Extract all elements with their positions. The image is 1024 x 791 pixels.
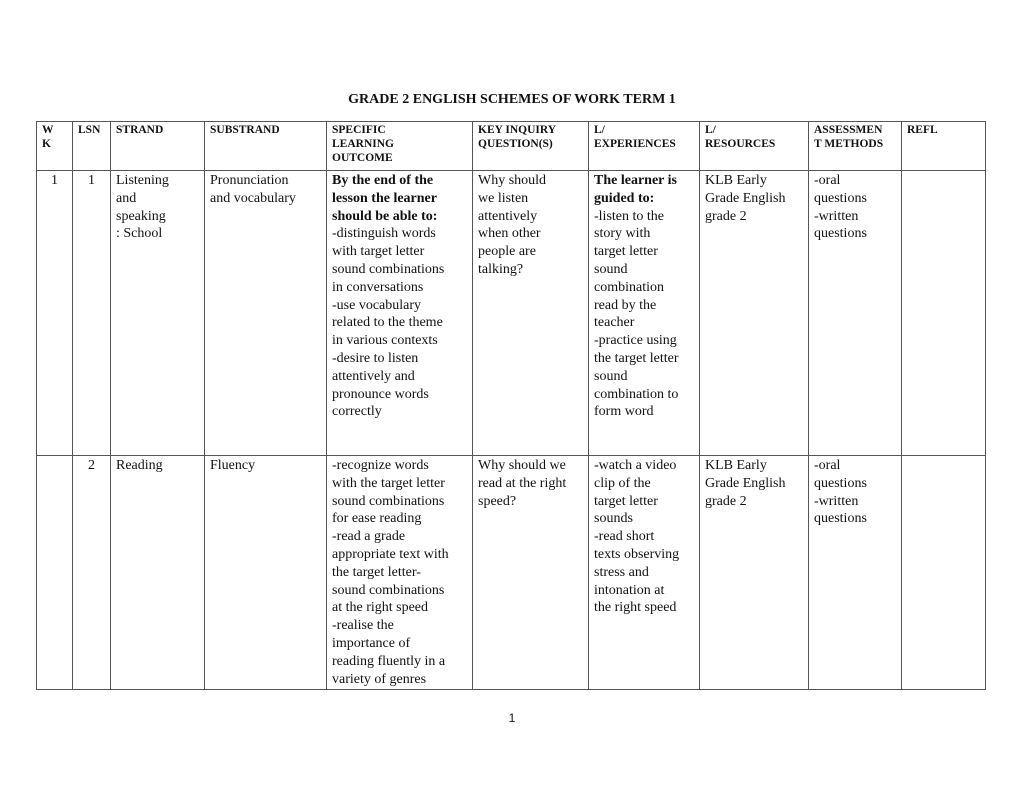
cell-refl (902, 171, 986, 456)
text-line: questions (814, 511, 867, 527)
text-line: : School (116, 226, 163, 242)
cell-experiences (589, 456, 700, 690)
table-row (37, 171, 986, 456)
text-line: KLB Early (705, 458, 767, 473)
text-line: By the end of the (332, 173, 434, 188)
header-key-inquiry (473, 122, 589, 171)
text-line: -desire to listen (332, 350, 419, 366)
text-line: target letter (594, 493, 658, 509)
text-line: sound (594, 368, 628, 384)
text-line: W (42, 124, 54, 136)
text-line: KEY INQUIRY (478, 124, 557, 136)
text-line: guided to: (594, 190, 655, 206)
text-line: at the right speed (332, 600, 429, 616)
outcome-intro (332, 172, 467, 225)
header-strand: STRAND (111, 122, 205, 171)
text-line: LEARNING (332, 138, 394, 150)
text-line: RESOURCES (705, 138, 776, 150)
text-line: sound combinations (332, 261, 445, 277)
text-line: Reading (116, 458, 163, 473)
text-line: -listen to the (594, 208, 664, 224)
cell-resources (700, 171, 809, 456)
text-line: the target letter- (332, 564, 421, 580)
text-line: -oral (814, 173, 841, 188)
text-line: QUESTION(S) (478, 138, 553, 150)
header-substrand: SUBSTRAND (205, 122, 327, 171)
text-line: questions (814, 190, 867, 206)
text-line: ASSESSMEN (814, 124, 883, 136)
text-line: with target letter (332, 244, 425, 260)
text-line: combination (594, 279, 664, 295)
text-line: related to the theme (332, 315, 443, 331)
cell-assessment (809, 456, 902, 690)
text-line: when other (478, 226, 541, 242)
cell-learning-outcome (327, 456, 473, 690)
cell-strand (111, 456, 205, 690)
cell-substrand (205, 456, 327, 690)
text-line: lesson the learner (332, 190, 437, 206)
text-line: questions (814, 475, 867, 491)
page-number: 1 (508, 711, 516, 725)
experiences-list (594, 457, 694, 617)
text-line: -read a grade (332, 529, 406, 545)
outcome-list (332, 225, 467, 421)
text-line: people are (478, 244, 536, 260)
text-line: KLB Early (705, 173, 767, 188)
text-line: -use vocabulary (332, 297, 422, 313)
text-line: in various contexts (332, 333, 438, 349)
text-line: Grade English (705, 190, 786, 206)
text-line: The learner is (594, 173, 677, 188)
text-line: combination to (594, 386, 679, 402)
text-line: Listening (116, 173, 169, 188)
text-line: Why should we (478, 458, 566, 473)
text-line: we listen (478, 190, 529, 206)
text-line: sound (594, 261, 628, 277)
text-line: appropriate text with (332, 546, 449, 562)
table-header-row (37, 122, 986, 171)
text-line: talking? (478, 261, 524, 277)
text-line: story with (594, 226, 651, 242)
text-line: variety of genres (332, 671, 427, 687)
text-line: pronounce words (332, 386, 429, 402)
schemes-of-work-table (36, 121, 986, 690)
text-line: importance of (332, 635, 411, 651)
text-line: K (42, 138, 51, 150)
cell-learning-outcome (327, 171, 473, 456)
text-line: clip of the (594, 475, 651, 491)
text-line: OUTCOME (332, 152, 393, 164)
text-line: read at the right (478, 475, 567, 491)
text-line: sound combinations (332, 493, 445, 509)
text-line: and vocabulary (210, 190, 296, 206)
text-line: Grade English (705, 475, 786, 491)
table-row (37, 456, 986, 690)
text-line: -practice using (594, 333, 677, 349)
cell-strand (111, 171, 205, 456)
text-line: speaking (116, 208, 166, 224)
text-line: L/ (594, 124, 605, 136)
text-line: with the target letter (332, 475, 445, 491)
experiences-list (594, 208, 694, 422)
cell-refl (902, 456, 986, 690)
header-lsn: LSN (73, 122, 111, 171)
text-line: the target letter (594, 350, 679, 366)
text-line: -written (814, 493, 859, 509)
cell-substrand (205, 171, 327, 456)
text-line: correctly (332, 404, 382, 420)
text-line: should be able to: (332, 208, 438, 224)
cell-assessment (809, 171, 902, 456)
text-line: grade 2 (705, 208, 747, 224)
text-line: -written (814, 208, 859, 224)
text-line: SPECIFIC (332, 124, 386, 136)
text-line: in conversations (332, 279, 424, 295)
text-line: sounds (594, 511, 633, 527)
text-line: -distinguish words (332, 226, 436, 242)
text-line: stress and (594, 564, 649, 580)
text-line: Pronunciation (210, 173, 289, 188)
text-line: L/ (705, 124, 716, 136)
text-line: sound combinations (332, 582, 445, 598)
cell-key-inquiry (473, 456, 589, 690)
text-line: -realise the (332, 618, 394, 634)
text-line: -oral (814, 458, 841, 473)
text-line: read by the (594, 297, 657, 313)
text-line: form word (594, 404, 654, 420)
text-line: questions (814, 226, 867, 242)
header-wk (37, 122, 73, 171)
text-line: target letter (594, 244, 658, 260)
cell-lsn: 2 (73, 456, 111, 690)
document-title: GRADE 2 ENGLISH SCHEMES OF WORK TERM 1 (348, 92, 676, 107)
text-line: and (116, 190, 137, 206)
experiences-intro (594, 172, 694, 208)
text-line: Why should (478, 173, 547, 188)
header-learning-outcome (327, 122, 473, 171)
header-experiences (589, 122, 700, 171)
text-line: -recognize words (332, 458, 429, 473)
cell-experiences (589, 171, 700, 456)
text-line: reading fluently in a (332, 653, 446, 669)
text-line: the right speed (594, 600, 677, 616)
header-refl: REFL (902, 122, 986, 171)
cell-key-inquiry (473, 171, 589, 456)
text-line: T METHODS (814, 138, 884, 150)
text-line: EXPERIENCES (594, 138, 676, 150)
text-line: speed? (478, 493, 517, 509)
text-line: attentively (478, 208, 538, 224)
cell-wk (37, 456, 73, 690)
text-line: grade 2 (705, 493, 747, 509)
text-line: -read short (594, 529, 655, 545)
text-line: teacher (594, 315, 635, 331)
text-line: texts observing (594, 546, 680, 562)
outcome-list (332, 457, 467, 688)
header-resources (700, 122, 809, 171)
header-assessment (809, 122, 902, 171)
cell-lsn: 1 (73, 171, 111, 456)
text-line: for ease reading (332, 511, 422, 527)
cell-wk: 1 (37, 171, 73, 456)
cell-resources (700, 456, 809, 690)
text-line: intonation at (594, 582, 665, 598)
text-line: -watch a video (594, 458, 677, 473)
text-line: Fluency (210, 458, 256, 473)
text-line: attentively and (332, 368, 415, 384)
